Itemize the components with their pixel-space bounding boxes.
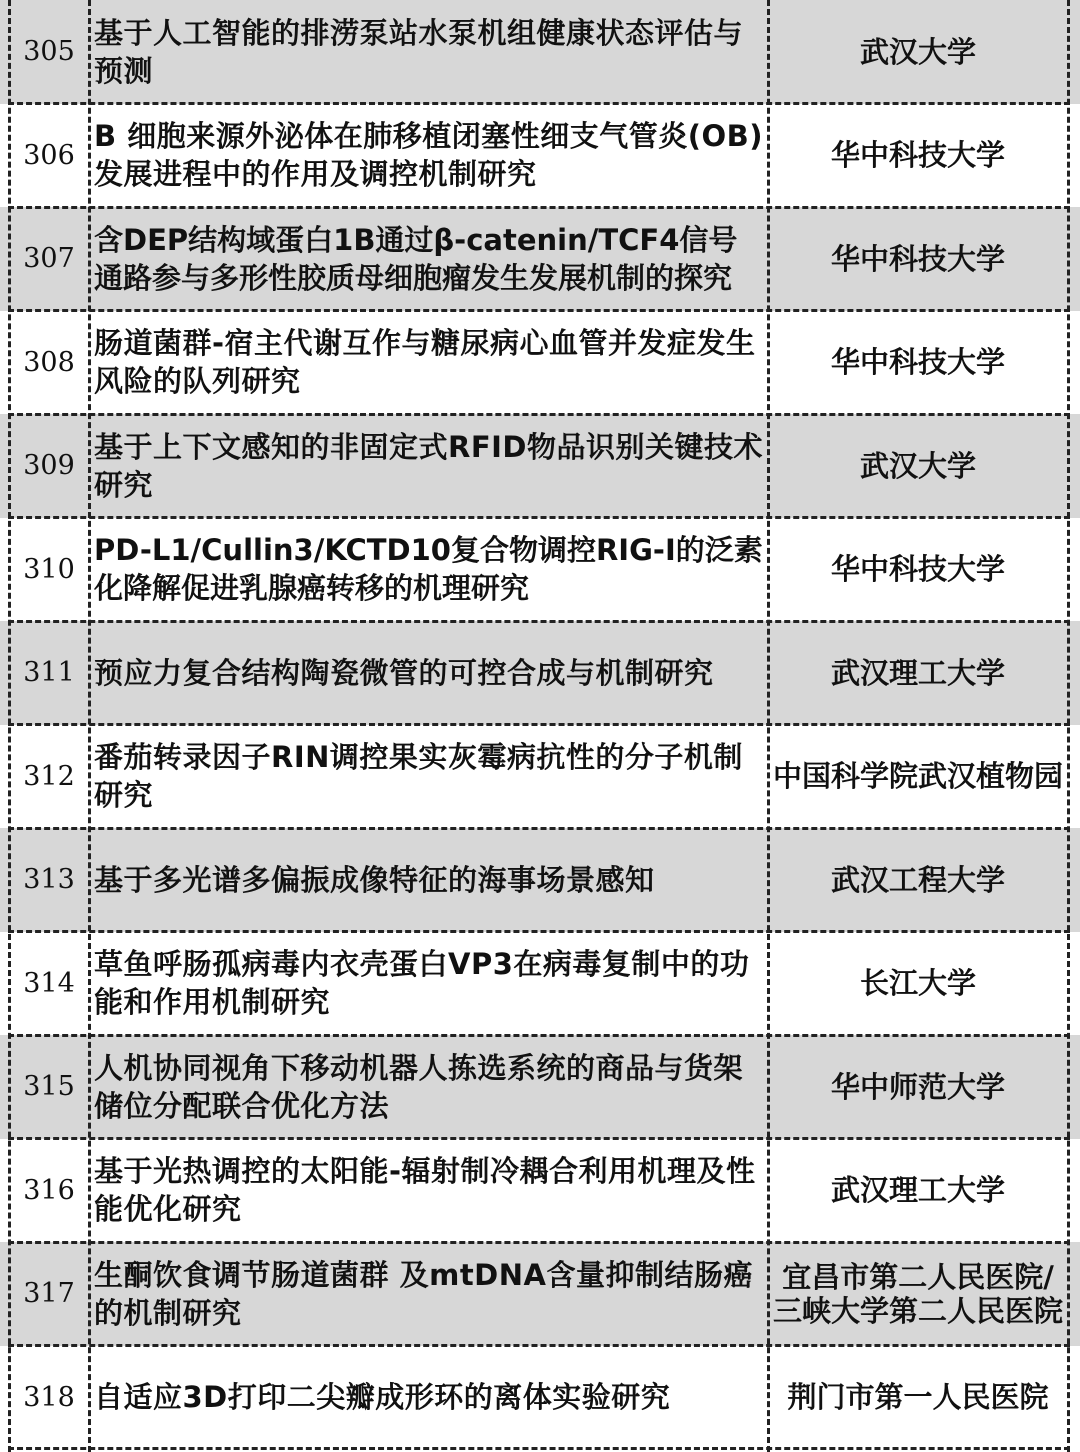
row-number: 307 xyxy=(23,243,75,275)
table-row xyxy=(0,207,1080,311)
institution: 长江大学 xyxy=(859,966,976,1001)
row-number: 315 xyxy=(23,1071,75,1103)
row-number: 314 xyxy=(23,967,75,999)
project-title: 番茄转录因子RIN调控果实灰霉病抗性的分子机制研究 xyxy=(94,740,743,813)
institution: 华中科技大学 xyxy=(830,138,1005,173)
row-number: 310 xyxy=(23,553,75,585)
row-divider xyxy=(8,1137,1070,1140)
column-divider-right xyxy=(1067,0,1070,1452)
row-number: 309 xyxy=(23,450,75,482)
row-divider xyxy=(8,413,1070,416)
row-divider xyxy=(8,930,1070,933)
row-number: 311 xyxy=(23,657,75,689)
institution: 华中科技大学 xyxy=(830,241,1005,276)
project-title: 含DEP结构域蛋白1B通过β-catenin/TCF4信号通路参与多形性胶质母细胞瘤发生发展机制的探究 xyxy=(94,222,738,295)
row-divider xyxy=(8,1447,1070,1450)
table-row xyxy=(0,1035,1080,1139)
row-number: 312 xyxy=(23,760,75,792)
row-divider xyxy=(8,1241,1070,1244)
table-row xyxy=(0,932,1080,1036)
column-divider-title xyxy=(767,0,770,1452)
institution: 武汉大学 xyxy=(859,34,976,69)
table-row xyxy=(0,1139,1080,1243)
project-title: 生酮饮食调节肠道菌群 及mtDNA含量抑制结肠癌的机制研究 xyxy=(94,1257,753,1330)
institution: 武汉理工大学 xyxy=(830,1173,1005,1208)
institution: 武汉大学 xyxy=(859,448,976,483)
row-divider xyxy=(8,620,1070,623)
table-row xyxy=(0,1242,1080,1346)
project-title: 基于人工智能的排涝泵站水泵机组健康状态评估与预测 xyxy=(94,15,744,88)
row-divider xyxy=(8,516,1070,519)
row-number: 305 xyxy=(23,36,75,68)
table-row xyxy=(0,725,1080,829)
row-number: 306 xyxy=(23,139,75,171)
institution: 华中科技大学 xyxy=(830,552,1005,587)
table-row xyxy=(0,414,1080,518)
institution: 华中师范大学 xyxy=(830,1069,1005,1104)
column-divider-left xyxy=(8,0,11,1452)
project-title: 基于光热调控的太阳能-辐射制冷耦合利用机理及性能优化研究 xyxy=(94,1154,756,1227)
row-number: 316 xyxy=(23,1174,75,1206)
institution: 宜昌市第二人民医院/三峡大学第二人民医院 xyxy=(772,1259,1063,1328)
project-title: PD-L1/Cullin3/KCTD10复合物调控RIG-I的泛素化降解促进乳腺癌转移的机理研究 xyxy=(94,533,763,606)
table-row xyxy=(0,104,1080,208)
institution: 中国科学院武汉植物园 xyxy=(772,759,1063,794)
column-divider-number xyxy=(88,0,91,1452)
project-title: 基于多光谱多偏振成像特征的海事场景感知 xyxy=(94,862,655,897)
table-row xyxy=(0,828,1080,932)
table-row xyxy=(0,311,1080,415)
institution: 荆门市第一人民医院 xyxy=(787,1380,1049,1415)
table-row xyxy=(0,0,1080,104)
row-number: 313 xyxy=(23,864,75,896)
project-title: B 细胞来源外泌体在肺移植闭塞性细支气管炎(OB)发展进程中的作用及调控机制研究 xyxy=(94,119,763,192)
row-divider xyxy=(8,206,1070,209)
project-title: 人机协同视角下移动机器人拣选系统的商品与货架储位分配联合优化方法 xyxy=(94,1050,744,1123)
institution: 武汉理工大学 xyxy=(830,655,1005,690)
table-row xyxy=(0,518,1080,622)
row-number: 308 xyxy=(23,346,75,378)
row-divider xyxy=(8,102,1070,105)
row-divider xyxy=(8,1034,1070,1037)
project-title: 基于上下文感知的非固定式RFID物品识别关键技术研究 xyxy=(94,429,764,502)
row-divider xyxy=(8,723,1070,726)
project-title: 肠道菌群-宿主代谢互作与糖尿病心血管并发症发生风险的队列研究 xyxy=(94,326,756,399)
row-number: 318 xyxy=(23,1381,75,1413)
row-divider xyxy=(8,827,1070,830)
row-number: 317 xyxy=(23,1278,75,1310)
institution: 武汉工程大学 xyxy=(830,862,1005,897)
table-row xyxy=(0,621,1080,725)
project-title: 草鱼呼肠孤病毒内衣壳蛋白VP3在病毒复制中的功能和作用机制研究 xyxy=(94,947,750,1020)
table-row xyxy=(0,1346,1080,1450)
project-title: 自适应3D打印二尖瓣成形环的离体实验研究 xyxy=(94,1380,671,1415)
project-title: 预应力复合结构陶瓷微管的可控合成与机制研究 xyxy=(94,655,714,690)
row-divider xyxy=(8,309,1070,312)
row-divider xyxy=(8,1344,1070,1347)
institution: 华中科技大学 xyxy=(830,345,1005,380)
